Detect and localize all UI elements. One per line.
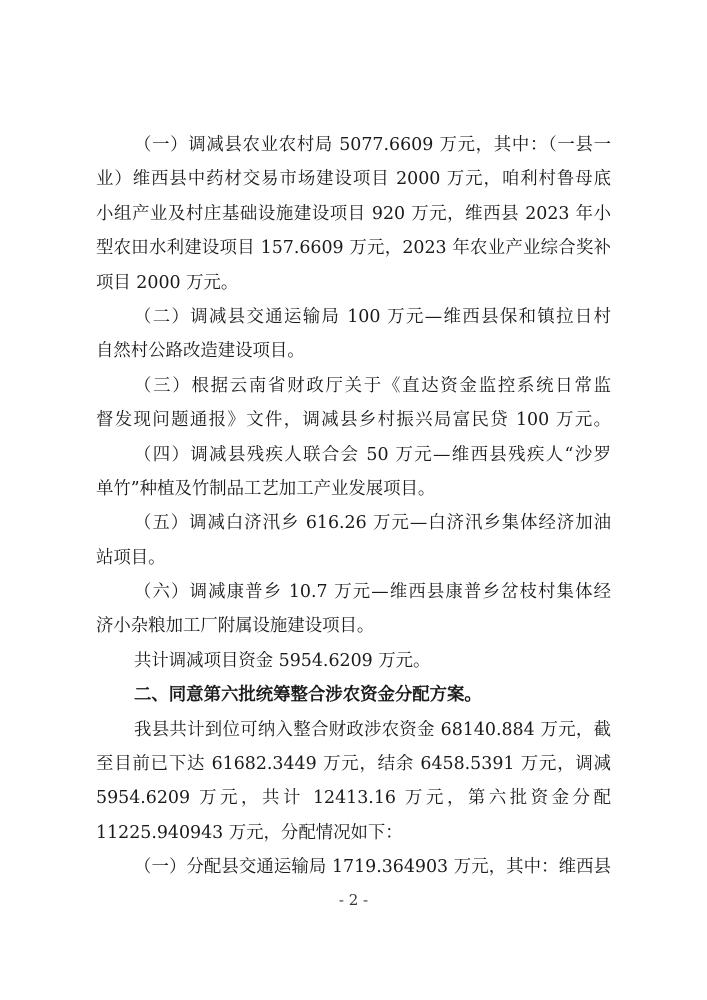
paragraph-line: 我县共计到位可纳入整合财政涉农资金 68140.884 万元，截 (134, 719, 611, 740)
paragraph-line: 型农田水利建设项目 157.6609 万元，2023 年农业产业综合奖补 (96, 238, 611, 259)
paragraph-line: （一）分配县交通运输局 1719.364903 万元，其中：维西县 (134, 857, 611, 878)
paragraph-line: （五）调减白济汛乡 616.26 万元—白济汛乡集体经济加油 (134, 513, 611, 534)
paragraph-line: 济小杂粮加工厂附属设施建设项目。 (96, 616, 375, 637)
paragraph-line: 11225.940943 万元，分配情况如下： (96, 822, 403, 843)
paragraph-line: （四）调减县残疾人联合会 50 万元—维西县残疾人“沙罗 (134, 444, 611, 465)
paragraph-line: 至目前已下达 61682.3449 万元，结余 6458.5391 万元，调减 (96, 754, 611, 775)
page-number: - 2 - (338, 891, 369, 909)
paragraph-line: 督发现问题通报》文件，调减县乡村振兴局富民贷 100 万元。 (96, 410, 611, 431)
total-line: 共计调减项目资金 5954.6209 万元。 (134, 650, 431, 671)
paragraph-line: 单竹”种植及竹制品工艺加工产业发展项目。 (96, 478, 436, 499)
paragraph-line: 小组产业及村庄基础设施建设项目 920 万元，维西县 2023 年小 (96, 203, 611, 224)
paragraph-line: （六）调减康普乡 10.7 万元—维西县康普乡岔枝村集体经 (134, 582, 611, 603)
paragraph-line: （一）调减县农业农村局 5077.6609 万元，其中：（一县一 (134, 135, 611, 155)
paragraph-line: 站项目。 (96, 547, 166, 568)
section-heading: 二、同意第六批统筹整合涉农资金分配方案。 (134, 685, 482, 706)
paragraph-line: 项目 2000 万元。 (96, 272, 239, 293)
paragraph-line: 业）维西县中药材交易市场建设项目 2000 万元，咱利村鲁母底 (96, 169, 611, 190)
paragraph-line: 5954.6209 万元，共计 12413.16 万元，第六批资金分配 (96, 788, 611, 809)
paragraph-line: 自然村公路改造建设项目。 (96, 341, 305, 362)
document-body (96, 128, 611, 885)
paragraph-line: （二）调减县交通运输局 100 万元—维西县保和镇拉日村 (134, 306, 611, 327)
paragraph-line: （三）根据云南省财政厅关于《直达资金监控系统日常监 (134, 375, 611, 396)
